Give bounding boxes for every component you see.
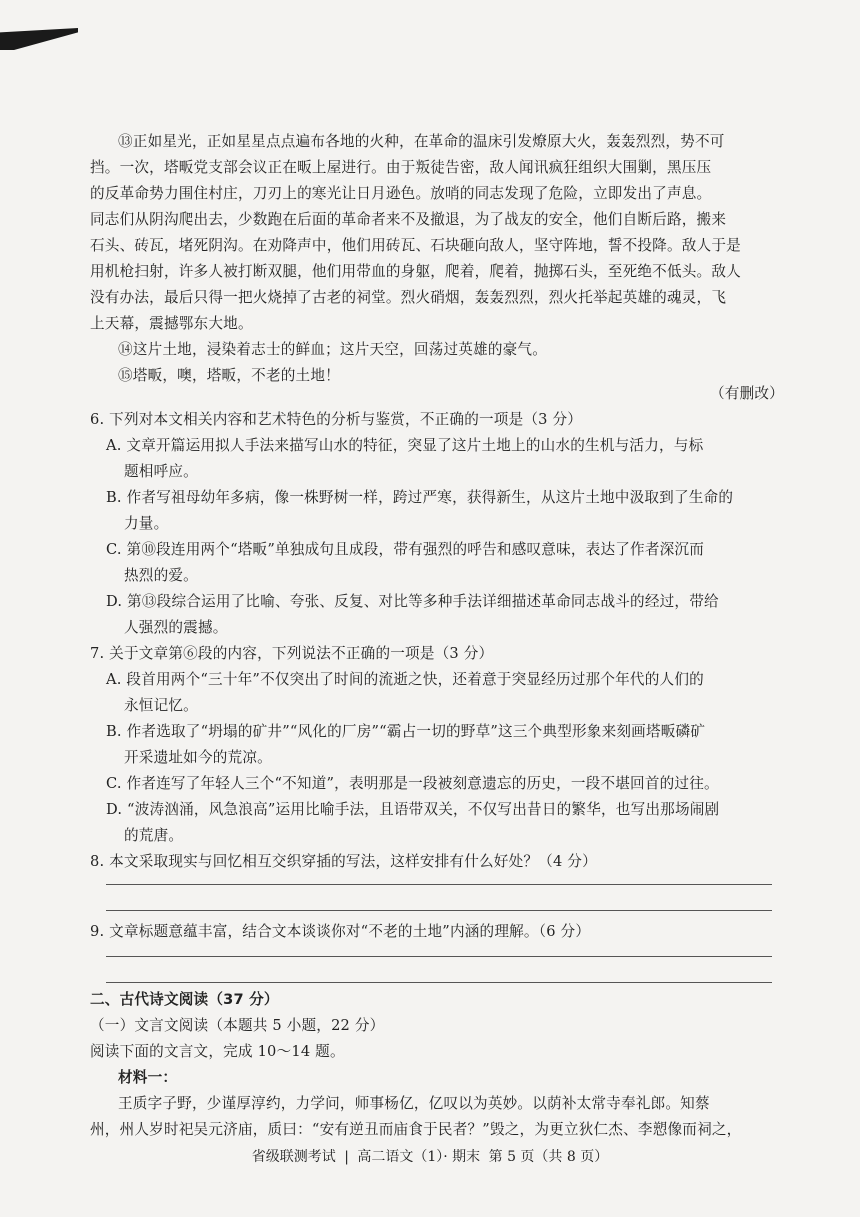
question-6-option-b: B. 作者写祖母幼年多病，像一株野树一样，跨过严寒，获得新生，从这片土地中汲取到了生命的: [106, 489, 734, 506]
passage-p13-line: 没有办法，最后只得一把火烧掉了古老的祠堂。烈火硝烟，轰轰烈烈，烈火托举起英雄的魂灵，飞: [90, 289, 727, 306]
section-instruction: 阅读下面的文言文，完成 10～14 题。: [90, 1043, 345, 1060]
passage-note: （有删改）: [710, 385, 784, 402]
material-label: 材料一：: [118, 1069, 178, 1086]
question-7-option-d: D. “波涛汹涌，风急浪高”运用比喻手法，且语带双关，不仅写出昔日的繁华，也写出那场闹剧: [106, 801, 720, 818]
question-9-stem: 9. 文章标题意蕴丰富，结合文本谈谈你对“不老的土地”内涵的理解。（6 分）: [90, 923, 591, 940]
passage-p13-line: 用机枪扫射，许多人被打断双腿，他们用带血的身躯，爬着，爬着，抛掷石头，至死绝不低头。敌人: [90, 263, 741, 280]
passage-p13-line: 挡。一次，塔畈党支部会议正在畈上屋进行。由于叛徒告密，敌人闻讯疯狂组织大围剿，黑压压: [90, 159, 712, 176]
question-7-option-a-cont: 永恒记忆。: [124, 697, 198, 714]
question-6-option-c: C. 第⑩段连用两个“塔畈”单独成句且成段，带有强烈的呼告和感叹意味，表达了作者深沉而: [106, 541, 705, 558]
passage-p13-line: 石头、砖瓦，堵死阴沟。在劝降声中，他们用砖瓦、石块砸向敌人，坚守阵地，誓不投降。敌人于是: [90, 237, 741, 254]
footer-separator: |: [344, 1149, 349, 1165]
answer-line: [106, 982, 772, 983]
question-7-option-c: C. 作者连写了年轻人三个“不知道”，表明那是一段被刻意遗忘的历史，一段不堪回首的过往。: [106, 775, 719, 792]
question-7-option-b-cont: 开采遗址如今的荒凉。: [124, 749, 272, 766]
question-6-option-a: A. 文章开篇运用拟人手法来描写山水的特征，突显了这片土地上的山水的生机与活力，与标: [106, 437, 704, 454]
passage-p15: ⑮塔畈，噢，塔畈，不老的土地！: [118, 367, 340, 384]
page-footer: [0, 1146, 860, 1166]
answer-line: [106, 910, 772, 911]
footer-page-number: 第 5 页（共 8 页）: [488, 1149, 609, 1165]
question-8-stem: 8. 本文采取现实与回忆相互交织穿插的写法，这样安排有什么好处？（4 分）: [90, 853, 597, 870]
passage-p13-line: ⑬正如星光，正如星星点点遍布各地的火种，在革命的温床引发燎原大火，轰轰烈烈，势不可: [118, 133, 725, 150]
section-subtitle: （一）文言文阅读（本题共 5 小题，22 分）: [90, 1017, 385, 1034]
material-text-line: 州，州人岁时祀吴元济庙，质曰：“安有逆丑而庙食于民者？”毁之，为更立狄仁杰、李愬像而祠之，: [90, 1121, 742, 1138]
footer-exam-name: 省级联测考试: [251, 1149, 336, 1165]
passage-p13-line: 的反革命势力围住村庄，刀刃上的寒光让日月逊色。放哨的同志发现了危险，立即发出了声息。: [90, 185, 712, 202]
passage-p14: ⑭这片土地，浸染着志士的鲜血；这片天空，回荡过英雄的豪气。: [118, 341, 548, 358]
question-7-option-d-cont: 的荒唐。: [124, 827, 184, 844]
passage-p13-line: 上天幕，震撼鄂东大地。: [90, 315, 253, 332]
answer-line: [106, 884, 772, 885]
question-6-option-d-cont: 人强烈的震撼。: [124, 619, 228, 636]
question-6-stem: 6. 下列对本文相关内容和艺术特色的分析与鉴赏，不正确的一项是（3 分）: [90, 411, 583, 428]
question-7-option-b: B. 作者选取了“坍塌的矿井”“风化的厂房”“霸占一切的野草”这三个典型形象来刻画塔畈磷矿: [106, 723, 706, 740]
footer-subject: 高二语文（1）· 期末: [357, 1149, 481, 1165]
section-title: 二、古代诗文阅读（37 分）: [90, 991, 279, 1008]
question-6-option-b-cont: 力量。: [124, 515, 169, 532]
answer-line: [106, 956, 772, 957]
question-6-option-c-cont: 热烈的爱。: [124, 567, 198, 584]
question-6-option-d: D. 第⑬段综合运用了比喻、夸张、反复、对比等多种手法详细描述革命同志战斗的经过，带给: [106, 593, 719, 610]
question-7-stem: 7. 关于文章第⑥段的内容，下列说法不正确的一项是（3 分）: [90, 645, 494, 662]
material-text-line: 王质字子野，少谨厚淳约，力学问，师事杨亿，亿叹以为英妙。以荫补太常寺奉礼郎。知蔡: [118, 1095, 710, 1112]
question-7-option-a: A. 段首用两个“三十年”不仅突出了时间的流逝之快，还着意于突显经历过那个年代的人们的: [106, 671, 704, 688]
question-6-option-a-cont: 题相呼应。: [124, 463, 198, 480]
passage-p13-line: 同志们从阴沟爬出去，少数跑在后面的革命者来不及撤退，为了战友的安全，他们自断后路，搬来: [90, 211, 727, 228]
